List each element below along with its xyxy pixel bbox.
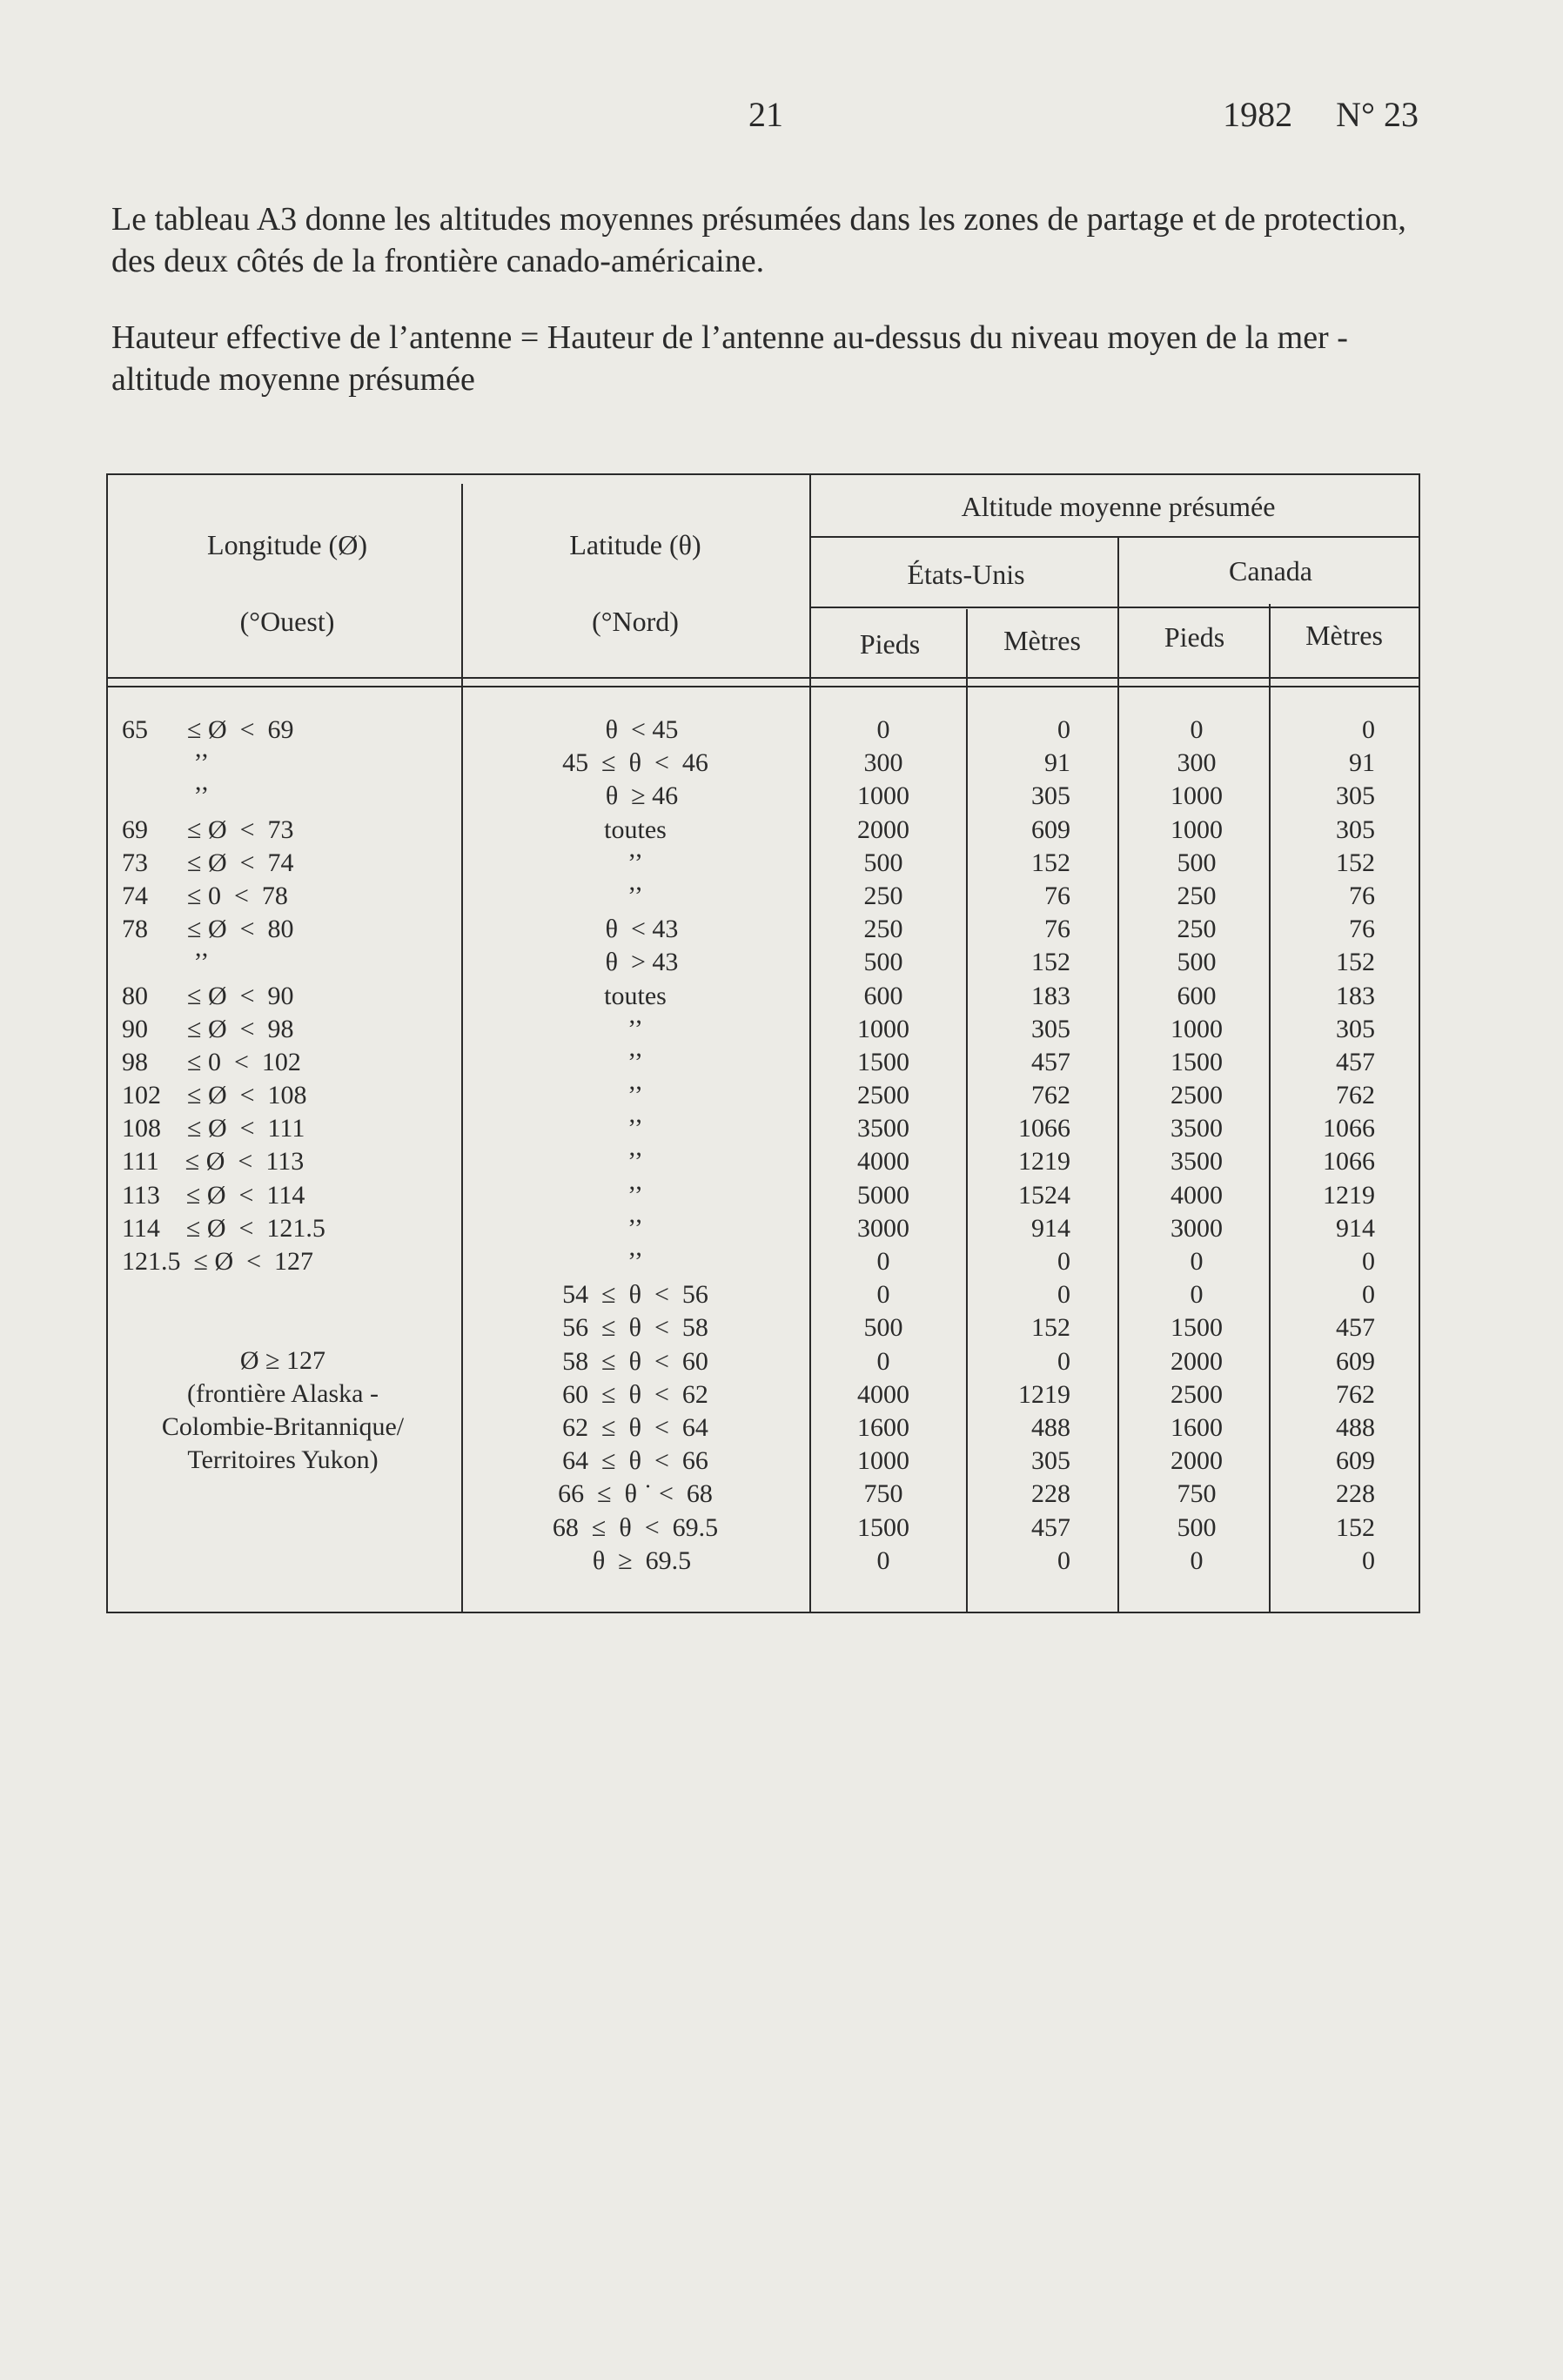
table-cell: ’’	[122, 748, 210, 778]
table-cell: 1066	[1323, 1147, 1375, 1177]
table-cell: 762	[1336, 1081, 1375, 1110]
longitude-header: Longitude (Ø)	[207, 529, 367, 560]
table-cell: 457	[1031, 1047, 1070, 1076]
table-cell: 152	[1031, 848, 1070, 877]
table-cell: 152	[1336, 1512, 1375, 1542]
table-cell: 2500	[857, 1081, 909, 1110]
table-cell: 609	[1031, 815, 1070, 844]
table-cell: 0	[1362, 715, 1375, 744]
table-cell: 54 ≤ θ < 56	[562, 1280, 708, 1310]
table-divider	[1269, 604, 1271, 1613]
table-cell: toutes	[604, 815, 667, 844]
table-cell: ’’	[627, 1213, 643, 1243]
table-cell: 114 ≤ Ø < 121.5	[122, 1213, 325, 1243]
table-cell: 500	[863, 1313, 903, 1343]
table-cell: 1600	[857, 1412, 909, 1442]
table-cell: 121.5 ≤ Ø < 127	[122, 1247, 314, 1276]
table-cell: ’’	[627, 1180, 643, 1210]
table-cell: 305	[1336, 815, 1375, 844]
table-cell: 76	[1044, 881, 1070, 910]
table-cell: 1000	[857, 1014, 909, 1043]
table-cell: 2000	[1171, 1446, 1223, 1476]
table-cell: 108 ≤ Ø < 111	[122, 1114, 305, 1143]
table-cell: 305	[1336, 1014, 1375, 1043]
us-feet-column	[818, 714, 949, 1578]
us-group-header: États-Unis	[907, 559, 1025, 590]
table-cell: 457	[1336, 1313, 1375, 1343]
ca-meters-column	[1288, 714, 1375, 1578]
table-cell: 500	[1177, 948, 1217, 977]
table-cell: 762	[1031, 1081, 1070, 1110]
table-cell: 80 ≤ Ø < 90	[122, 981, 294, 1010]
table-cell: 228	[1336, 1479, 1375, 1509]
altitude-group-header: Altitude moyenne présumée	[961, 491, 1276, 522]
ca-feet-header: Pieds	[1164, 621, 1225, 653]
table-cell: 66 ≤ θ ˙ < 68	[558, 1479, 713, 1509]
table-cell: 305	[1336, 781, 1375, 811]
issue-number: 1982 N° 23	[1223, 95, 1419, 134]
table-cell: θ ≥ 69.5	[579, 1545, 692, 1575]
table-cell: 60 ≤ θ < 62	[562, 1379, 708, 1409]
table-cell: 1000	[857, 781, 909, 811]
us-feet-header: Pieds	[859, 628, 921, 660]
table-cell: ’’	[122, 781, 210, 811]
table-cell: 1000	[1171, 815, 1223, 844]
table-cell: ’’	[627, 881, 643, 910]
table-cell: 98 ≤ 0 < 102	[122, 1047, 301, 1076]
table-cell: 45 ≤ θ < 46	[562, 748, 708, 778]
table-cell: 300	[863, 748, 903, 778]
table-cell: 64 ≤ θ < 66	[562, 1446, 708, 1476]
table-cell: 2500	[1171, 1081, 1223, 1110]
table-cell: 609	[1336, 1346, 1375, 1376]
table-cell: θ > 43	[592, 948, 679, 977]
table-cell: 76	[1044, 915, 1070, 944]
table-cell: 1600	[1171, 1412, 1223, 1442]
table-cell: 250	[1177, 881, 1217, 910]
table-cell: 2500	[1171, 1379, 1223, 1409]
table-divider	[461, 484, 463, 1613]
table-cell: 0	[876, 1346, 890, 1376]
table-divider	[106, 677, 1420, 679]
table-cell: 914	[1031, 1213, 1070, 1243]
table-cell: ’’	[627, 1147, 643, 1177]
table-cell: Ø ≥ 127	[239, 1346, 326, 1375]
table-cell: ’’	[627, 848, 643, 877]
latitude-header: Latitude (θ)	[569, 529, 701, 560]
table-cell: 305	[1031, 781, 1070, 811]
table-cell: 600	[863, 981, 903, 1010]
table-cell: toutes	[604, 981, 667, 1010]
table-cell: 152	[1336, 848, 1375, 877]
table-cell: 2000	[1171, 1346, 1223, 1376]
table-cell: 62 ≤ θ < 64	[562, 1412, 708, 1442]
table-cell: 111 ≤ Ø < 113	[122, 1147, 305, 1177]
table-cell: 300	[1177, 748, 1217, 778]
table-cell: 4000	[857, 1379, 909, 1409]
table-cell: 56 ≤ θ < 58	[562, 1313, 708, 1343]
canada-group-header: Canada	[1229, 555, 1312, 587]
table-cell: 1219	[1018, 1147, 1070, 1177]
table-cell: 0	[1362, 1280, 1375, 1310]
table-cell: 152	[1336, 948, 1375, 977]
table-cell: 0	[1362, 1545, 1375, 1575]
table-cell: 750	[863, 1479, 903, 1509]
table-cell: 76	[1349, 881, 1375, 910]
table-cell: 102 ≤ Ø < 108	[122, 1081, 307, 1110]
ca-meters-header: Mètres	[1305, 620, 1383, 651]
table-cell: 3000	[857, 1213, 909, 1243]
table-cell: 0	[1190, 1545, 1204, 1575]
table-cell: 3500	[857, 1114, 909, 1143]
table-cell: θ < 45	[592, 715, 679, 744]
table-cell: 3500	[1171, 1114, 1223, 1143]
table-cell: 1219	[1018, 1379, 1070, 1409]
table-cell: 1524	[1018, 1180, 1070, 1210]
table-cell: 0	[876, 1280, 890, 1310]
table-cell: 4000	[857, 1147, 909, 1177]
table-cell: 76	[1349, 915, 1375, 944]
table-divider	[809, 607, 1420, 608]
longitude-column	[122, 714, 426, 1278]
table-cell: 0	[1190, 715, 1204, 744]
table-cell: 250	[863, 881, 903, 910]
table-cell: 1000	[1171, 1014, 1223, 1043]
table-cell: 0	[876, 1545, 890, 1575]
table-cell: 91	[1044, 748, 1070, 778]
table-cell: ’’	[627, 1014, 643, 1043]
table-cell: 69 ≤ Ø < 73	[122, 815, 294, 844]
table-cell: 183	[1336, 981, 1375, 1010]
table-cell: 78 ≤ Ø < 80	[122, 915, 294, 944]
table-cell: 58 ≤ θ < 60	[562, 1346, 708, 1376]
table-cell: 68 ≤ θ < 69.5	[552, 1512, 719, 1542]
table-cell: Territoires Yukon)	[187, 1445, 379, 1474]
ca-feet-column	[1131, 714, 1262, 1578]
latitude-column	[487, 714, 783, 1578]
table-cell: ’’	[627, 1047, 643, 1076]
table-cell: 500	[1177, 1512, 1217, 1542]
table-cell: 250	[863, 915, 903, 944]
table-cell: 457	[1031, 1512, 1070, 1542]
table-cell: 1066	[1018, 1114, 1070, 1143]
table-cell: 250	[1177, 915, 1217, 944]
us-meters-header: Mètres	[1003, 625, 1081, 656]
table-cell: 0	[1057, 715, 1070, 744]
table-cell: 1219	[1323, 1180, 1375, 1210]
longitude-unit: (°Ouest)	[239, 606, 335, 637]
table-cell: 113 ≤ Ø < 114	[122, 1180, 305, 1210]
table-cell: ’’	[627, 1114, 643, 1143]
table-cell: 73 ≤ Ø < 74	[122, 848, 294, 877]
table-cell: ’’	[627, 1247, 643, 1276]
table-cell: 0	[1057, 1247, 1070, 1276]
table-cell: 152	[1031, 1313, 1070, 1343]
table-cell: 0	[1057, 1545, 1070, 1575]
table-cell: 5000	[857, 1180, 909, 1210]
table-cell: 609	[1336, 1446, 1375, 1476]
table-cell: 500	[863, 848, 903, 877]
table-cell: 3000	[1171, 1213, 1223, 1243]
table-cell: ’’	[627, 1081, 643, 1110]
us-meters-column	[975, 714, 1070, 1578]
table-cell: 0	[1057, 1346, 1070, 1376]
table-cell: 90 ≤ Ø < 98	[122, 1014, 294, 1043]
table-cell: 152	[1031, 948, 1070, 977]
table-cell: 65 ≤ Ø < 69	[122, 715, 294, 744]
table-cell: 500	[863, 948, 903, 977]
table-cell: 1066	[1323, 1114, 1375, 1143]
table-cell: 500	[1177, 848, 1217, 877]
table-cell: 0	[1362, 1247, 1375, 1276]
table-cell: 0	[876, 715, 890, 744]
table-cell: 488	[1031, 1412, 1070, 1442]
table-cell: 1500	[857, 1047, 909, 1076]
table-cell: 600	[1177, 981, 1217, 1010]
table-divider	[966, 609, 968, 1613]
table-divider	[809, 536, 1420, 538]
table-cell: 74 ≤ 0 < 78	[122, 881, 288, 910]
table-cell: 0	[1190, 1280, 1204, 1310]
table-cell: 305	[1031, 1014, 1070, 1043]
latitude-unit: (°Nord)	[592, 606, 679, 637]
table-cell: Colombie-Britannique/	[161, 1412, 405, 1441]
table-cell: 183	[1031, 981, 1070, 1010]
table-cell: 1500	[857, 1512, 909, 1542]
table-cell: 1500	[1171, 1313, 1223, 1343]
longitude-note	[139, 1344, 426, 1477]
table-cell: θ < 43	[592, 915, 679, 944]
table-cell: 1500	[1171, 1047, 1223, 1076]
table-cell: 914	[1336, 1213, 1375, 1243]
table-cell: 228	[1031, 1479, 1070, 1509]
table-cell: 2000	[857, 815, 909, 844]
table-cell: θ ≥ 46	[592, 781, 679, 811]
intro-paragraph: Le tableau A3 donne les altitudes moyennes présumées dans les zones de partage et de protection, des deux côtés de la frontière canado-américaine.	[111, 201, 1406, 279]
formula-paragraph: Hauteur effective de l’antenne = Hauteur de l’antenne au-dessus du niveau moyen de la mer - altitude moyenne présumée	[111, 319, 1348, 398]
table-cell: 3500	[1171, 1147, 1223, 1177]
table-cell: (frontière Alaska -	[187, 1379, 379, 1408]
table-cell: 4000	[1171, 1180, 1223, 1210]
table-cell: 750	[1177, 1479, 1217, 1509]
table-divider	[1117, 536, 1119, 1613]
table-cell: 762	[1336, 1379, 1375, 1409]
table-cell: 1000	[857, 1446, 909, 1476]
table-cell: 0	[876, 1247, 890, 1276]
table-divider	[809, 473, 811, 1613]
table-cell: 91	[1349, 748, 1375, 778]
table-divider	[106, 686, 1420, 687]
table-cell: 305	[1031, 1446, 1070, 1476]
table-cell: 457	[1336, 1047, 1375, 1076]
table-cell: ’’	[122, 948, 210, 977]
page-number: 21	[748, 95, 783, 134]
table-cell: 0	[1057, 1280, 1070, 1310]
table-cell: 0	[1190, 1247, 1204, 1276]
table-cell: 1000	[1171, 781, 1223, 811]
table-cell: 488	[1336, 1412, 1375, 1442]
